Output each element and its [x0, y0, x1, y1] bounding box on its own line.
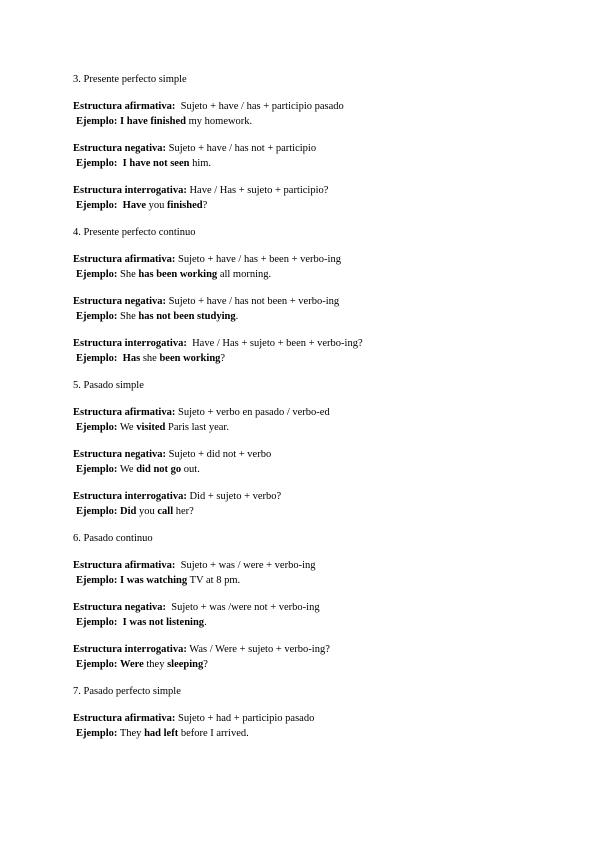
example-bold-text: had left — [144, 728, 179, 739]
structure-formula: Was / Were + sujeto + verbo-ing? — [186, 644, 330, 655]
example-line — [73, 309, 553, 324]
example-label: Ejemplo: — [76, 575, 118, 586]
example-text: her? — [173, 506, 194, 517]
example-text: We — [117, 464, 137, 475]
structure-line — [73, 252, 553, 267]
example-text: We — [117, 422, 137, 433]
structure-label: Estructura negativa: — [73, 449, 167, 460]
section-title: 4. Presente perfecto continuo — [73, 227, 196, 238]
example-label: Ejemplo: — [76, 158, 118, 169]
example-text: they — [143, 659, 168, 670]
example-label: Ejemplo: — [76, 728, 118, 739]
example-line — [73, 462, 553, 477]
structure-block — [73, 642, 553, 672]
example-line — [73, 198, 553, 213]
example-label: Ejemplo: — [76, 311, 118, 322]
structure-formula: Sujeto + did not + verbo — [166, 449, 272, 460]
example-text: They — [117, 728, 145, 739]
section-title: 7. Pasado perfecto simple — [73, 686, 181, 697]
structure-label: Estructura interrogativa: — [73, 185, 187, 196]
example-bold-text: finished — [167, 200, 203, 211]
example-text: She — [117, 269, 139, 280]
example-label: Ejemplo: — [76, 422, 118, 433]
structure-line — [73, 489, 553, 504]
structure-line — [73, 336, 553, 351]
example-bold-text: call — [157, 506, 174, 517]
structure-label: Estructura afirmativa: — [73, 407, 176, 418]
example-line — [73, 114, 553, 129]
structure-line — [73, 141, 553, 156]
structure-line — [73, 447, 553, 462]
structure-formula: Did + sujeto + verbo? — [186, 491, 282, 502]
structure-line — [73, 183, 553, 198]
structure-label: Estructura interrogativa: — [73, 338, 187, 349]
example-bold-text: Did — [120, 506, 137, 517]
structure-formula: Sujeto + have / has not + participio — [166, 143, 317, 154]
structure-formula: Sujeto + have / has + participio pasado — [175, 101, 344, 112]
example-text: you — [136, 506, 158, 517]
structure-block — [73, 600, 553, 630]
example-text: out. — [181, 464, 200, 475]
example-label: Ejemplo: — [76, 659, 118, 670]
example-line — [73, 615, 553, 630]
example-line — [73, 657, 553, 672]
document-body — [73, 72, 553, 741]
structure-formula: Sujeto + had + participio pasado — [175, 713, 315, 724]
example-bold-text: did not go — [136, 464, 182, 475]
structure-formula: Sujeto + verbo en pasado / verbo-ed — [175, 407, 330, 418]
structure-block — [73, 336, 553, 366]
example-bold-text: Has — [122, 353, 141, 364]
structure-formula: Have / Has + sujeto + participio? — [186, 185, 329, 196]
structure-line — [73, 99, 553, 114]
example-bold-text: has not been studying — [138, 311, 236, 322]
example-text: She — [117, 311, 139, 322]
example-label: Ejemplo: — [76, 506, 118, 517]
example-text: before I arrived. — [178, 728, 249, 739]
structure-block — [73, 183, 553, 213]
example-label: Ejemplo: — [76, 464, 118, 475]
example-text: TV at 8 pm. — [187, 575, 241, 586]
structure-label: Estructura afirmativa: — [73, 713, 176, 724]
example-text: my homework. — [185, 116, 253, 127]
example-text: all morning. — [217, 269, 272, 280]
example-bold-text: Have — [122, 200, 146, 211]
structure-line — [73, 558, 553, 573]
example-label: Ejemplo: — [76, 269, 118, 280]
structure-block — [73, 252, 553, 282]
structure-label: Estructura negativa: — [73, 296, 167, 307]
structure-label: Estructura afirmativa: — [73, 254, 176, 265]
example-text: ? — [202, 200, 208, 211]
example-bold-text: visited — [136, 422, 166, 433]
example-text: him. — [189, 158, 212, 169]
example-bold-text: sleeping — [167, 659, 204, 670]
example-bold-text: has been working — [138, 269, 218, 280]
structure-line — [73, 294, 553, 309]
example-label: Ejemplo: — [76, 617, 118, 628]
section-title: 5. Pasado simple — [73, 380, 144, 391]
structure-block — [73, 99, 553, 129]
structure-block — [73, 141, 553, 171]
example-line — [73, 420, 553, 435]
structure-block — [73, 558, 553, 588]
structure-formula: Sujeto + was / were + verbo-ing — [175, 560, 316, 571]
example-bold-text: I was watching — [120, 575, 188, 586]
structure-label: Estructura negativa: — [73, 143, 167, 154]
example-text: she — [140, 353, 160, 364]
example-bold-text: I have not seen — [122, 158, 190, 169]
example-label: Ejemplo: — [76, 116, 118, 127]
structure-label: Estructura interrogativa: — [73, 644, 187, 655]
example-line — [73, 267, 553, 282]
structure-formula: Sujeto + have / has not been + verbo-ing — [166, 296, 340, 307]
structure-formula: Have / Has + sujeto + been + verbo-ing? — [186, 338, 363, 349]
example-line — [73, 504, 553, 519]
example-bold-text: I have finished — [120, 116, 186, 127]
structure-line — [73, 405, 553, 420]
structure-label: Estructura interrogativa: — [73, 491, 187, 502]
structure-block — [73, 489, 553, 519]
structure-line — [73, 642, 553, 657]
example-line — [73, 156, 553, 171]
example-text: . — [235, 311, 239, 322]
structure-label: Estructura negativa: — [73, 602, 167, 613]
structure-line — [73, 711, 553, 726]
section-title: 3. Presente perfecto simple — [73, 74, 187, 85]
structure-label: Estructura afirmativa: — [73, 101, 176, 112]
example-text: . — [204, 617, 207, 628]
example-line — [73, 573, 553, 588]
example-bold-text: I was not listening — [122, 617, 205, 628]
example-line — [73, 351, 553, 366]
example-text: Paris last year. — [165, 422, 229, 433]
example-line — [73, 726, 553, 741]
example-bold-text: Were — [120, 659, 144, 670]
structure-block — [73, 447, 553, 477]
example-label: Ejemplo: — [76, 353, 118, 364]
structure-block — [73, 711, 553, 741]
structure-block — [73, 405, 553, 435]
structure-block — [73, 294, 553, 324]
structure-formula: Sujeto + was /were not + verbo-ing — [166, 602, 320, 613]
structure-label: Estructura afirmativa: — [73, 560, 176, 571]
example-text: you — [146, 200, 167, 211]
example-text: ? — [220, 353, 226, 364]
example-bold-text: been working — [159, 353, 221, 364]
example-label: Ejemplo: — [76, 200, 118, 211]
section-title: 6. Pasado continuo — [73, 533, 153, 544]
example-text: ? — [203, 659, 208, 670]
structure-line — [73, 600, 553, 615]
structure-formula: Sujeto + have / has + been + verbo-ing — [175, 254, 341, 265]
